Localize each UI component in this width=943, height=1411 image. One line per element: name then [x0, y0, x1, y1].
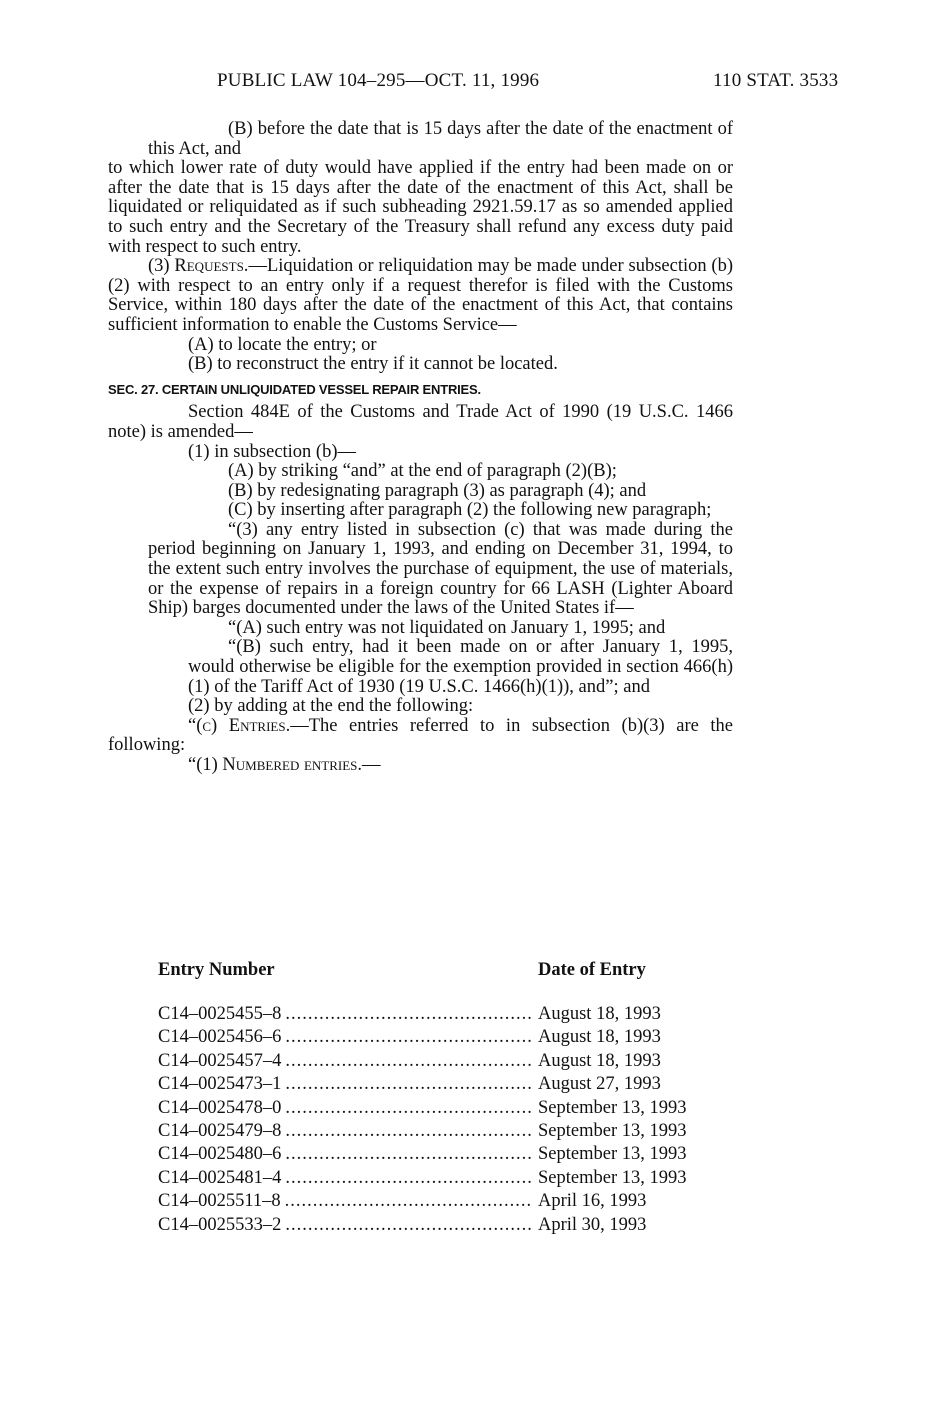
table-row — [158, 1050, 733, 1073]
quoted-clause-b: “(B) such entry, had it been made on or after January 1, 1995, would otherwise be eligible for the exemption provided in section 466(h)(1) of the Tariff Act of 1930 (19 U.S.C. 1466(h)(1)), and”; and — [188, 637, 733, 697]
table-row — [158, 1120, 733, 1143]
entry-date: September 13, 1993 — [538, 1167, 687, 1188]
item-c-inserting: (C) by inserting after paragraph (2) the following new paragraph; — [228, 500, 712, 521]
entry-date: August 18, 1993 — [538, 1050, 661, 1071]
entry-number: C14–0025481–4 — [158, 1167, 282, 1188]
dot-leader — [285, 1214, 532, 1237]
entry-date: September 13, 1993 — [538, 1144, 687, 1165]
table-row — [158, 1143, 733, 1166]
quoted-clause-a: “(A) such entry was not liquidated on January 1, 1995; and — [228, 617, 666, 638]
column-entry-number: Entry Number — [158, 960, 275, 980]
dot-leader — [285, 1190, 532, 1213]
entry-date: September 13, 1993 — [538, 1097, 687, 1118]
item-a-striking: (A) by striking “and” at the end of paragraph (2)(B); — [228, 461, 617, 482]
table-row — [158, 1097, 733, 1120]
entry-number-cell — [158, 1073, 538, 1096]
entry-date: August 18, 1993 — [538, 1004, 661, 1024]
column-date-of-entry: Date of Entry — [538, 960, 646, 980]
statute-text — [108, 120, 733, 776]
entry-date: September 13, 1993 — [538, 1120, 687, 1141]
entry-number: C14–0025478–0 — [158, 1097, 282, 1118]
entry-number: C14–0025473–1 — [158, 1074, 282, 1095]
dot-leader — [285, 1120, 532, 1143]
item-b-redesignating: (B) by redesignating paragraph (3) as paragraph (4); and — [228, 480, 647, 501]
dot-leader — [285, 1073, 532, 1096]
quoted-paragraph-3: “(3) any entry listed in subsection (c) that was made during the period beginning on January 1, 1993, and ending on December 31, 1994, to the extent such entry involves the purchase of equipment, the use of materials, or the expense of repairs in a foreign country for 66 LASH (Lighter Aboard Ship) barges documented under the laws of the United States if— — [148, 519, 733, 619]
table-body — [158, 1003, 733, 1237]
entry-number: C14–0025456–6 — [158, 1027, 282, 1048]
entry-date: August 18, 1993 — [538, 1027, 661, 1048]
entry-date: April 16, 1993 — [538, 1191, 647, 1212]
entries-paragraph — [108, 717, 733, 756]
entry-number-cell — [158, 1190, 538, 1213]
entry-number: C14–0025479–8 — [158, 1120, 282, 1141]
entry-number: C14–0025455–8 — [158, 1004, 282, 1024]
section-intro: Section 484E of the Customs and Trade Act of 1990 (19 U.S.C. 1466 note) is amended— — [108, 402, 733, 442]
liquidation-paragraph: to which lower rate of duty would have applied if the entry had been made on or after the date that is 15 days after the date of the enactment of this Act, shall be liquidated or reliquidated as if such subheading 2921.59.17 as so amended applied to such entry and the Secretary of the Treasury shall refund any excess duty paid with respect to such entry. — [108, 158, 733, 257]
table-row — [158, 1214, 733, 1237]
entries-label: “(c) Entries. — [188, 715, 291, 736]
table-row — [158, 1026, 733, 1049]
entry-number-cell — [158, 1026, 538, 1049]
entries-text: —The entries referred to in subsection (b)(3) are the following: — [108, 715, 733, 756]
clause-b-reconstruct: (B) to reconstruct the entry if it cannot be located. — [188, 354, 558, 375]
item-1-subsection-b: (1) in subsection (b)— — [188, 441, 357, 462]
dot-leader — [285, 1167, 532, 1190]
entry-date: April 30, 1993 — [538, 1214, 647, 1235]
dot-leader — [285, 1143, 532, 1166]
entry-number-cell — [158, 1050, 538, 1073]
entry-number-cell — [158, 1120, 538, 1143]
dot-leader — [285, 1050, 532, 1073]
dot-leader — [285, 1026, 532, 1049]
table-header — [158, 960, 733, 981]
entry-number: C14–0025511–8 — [158, 1191, 281, 1212]
page-citation: 110 STAT. 3533 — [713, 70, 839, 91]
requests-paragraph — [108, 257, 733, 335]
section-heading: SEC. 27. CERTAIN UNLIQUIDATED VESSEL REPAIR ENTRIES. — [108, 381, 481, 397]
entry-number-cell — [158, 1143, 538, 1166]
dot-leader — [285, 1003, 532, 1026]
numbered-entries-heading: “(1) Numbered entries.— — [188, 755, 381, 775]
entry-date: August 27, 1993 — [538, 1074, 661, 1095]
table-row — [158, 1003, 733, 1026]
entry-number-cell — [158, 1214, 538, 1237]
entry-number-cell — [158, 1003, 538, 1026]
requests-label: (3) Requests. — [148, 256, 249, 277]
entry-number-cell — [158, 1167, 538, 1190]
table-row — [158, 1073, 733, 1096]
clause-a-locate: (A) to locate the entry; or — [188, 334, 377, 355]
running-header: PUBLIC LAW 104–295—OCT. 11, 1996 — [217, 70, 540, 91]
item-2-adding: (2) by adding at the end the following: — [188, 696, 474, 717]
entry-number: C14–0025457–4 — [158, 1050, 282, 1071]
clause-b-date: (B) before the date that is 15 days after the date of the enactment of this Act, and — [148, 119, 733, 159]
entry-number: C14–0025480–6 — [158, 1144, 282, 1165]
dot-leader — [285, 1097, 532, 1120]
entry-number-cell — [158, 1097, 538, 1120]
table-row — [158, 1190, 733, 1213]
entries-table — [158, 960, 733, 1237]
table-row — [158, 1167, 733, 1190]
requests-text: —Liquidation or reliquidation may be made under subsection (b)(2) with respect to an entry only if a request therefor is filed with the Customs Service, within 180 days after the date of the enactment of this Act, that contains sufficient information to enable the Customs Service— — [108, 256, 733, 335]
entry-number: C14–0025533–2 — [158, 1214, 282, 1235]
